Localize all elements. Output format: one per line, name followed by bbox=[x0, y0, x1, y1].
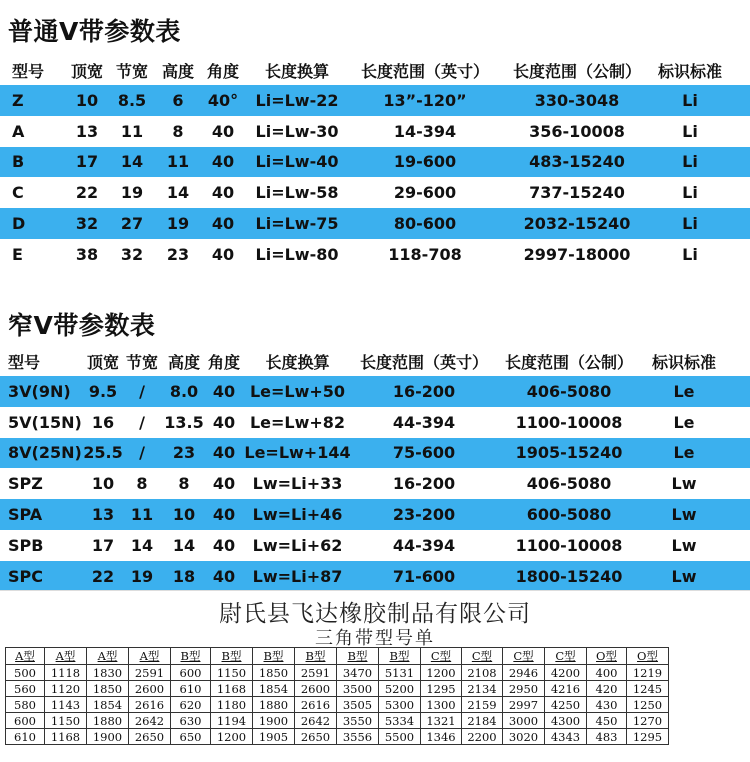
grid-cell: 1295 bbox=[421, 681, 462, 697]
table-cell: 8 bbox=[178, 474, 190, 494]
header-row bbox=[0, 347, 750, 376]
table-cell: 29-600 bbox=[393, 183, 457, 203]
table-cell: 19-600 bbox=[393, 152, 457, 172]
grid-cell: 1120 bbox=[45, 681, 87, 697]
table-cell: 19 bbox=[166, 214, 190, 234]
table-cell: C bbox=[12, 183, 24, 203]
grid-cell: 3505 bbox=[337, 697, 379, 713]
column-header: 节宽 bbox=[115, 62, 148, 81]
table-cell: 40 bbox=[212, 381, 236, 401]
column-header: 型号 bbox=[12, 62, 45, 81]
table-cell: 2032-15240 bbox=[523, 214, 631, 234]
table-cell: 32 bbox=[120, 244, 144, 264]
table-cell: D bbox=[12, 214, 26, 234]
grid-cell: 650 bbox=[171, 729, 211, 745]
table-cell: Lw bbox=[671, 535, 697, 555]
table-cell: 44-394 bbox=[392, 412, 456, 432]
table-cell: 40 bbox=[212, 443, 236, 463]
grid-row bbox=[6, 697, 669, 713]
table-cell: / bbox=[139, 381, 145, 401]
table-cell: Li bbox=[682, 121, 698, 141]
grid-cell: 4343 bbox=[545, 729, 587, 745]
table-cell: Le bbox=[673, 381, 695, 401]
grid-cell: 2159 bbox=[462, 697, 503, 713]
grid-cell: 500 bbox=[6, 665, 45, 681]
catalog-subtitle: 三角带型号单 bbox=[315, 628, 435, 649]
grid-cell: 3550 bbox=[337, 713, 379, 729]
table-cell: 8.5 bbox=[117, 90, 147, 110]
table-row bbox=[0, 376, 750, 407]
grid-header: O型 bbox=[587, 648, 627, 665]
column-header: 顶宽 bbox=[86, 353, 119, 372]
grid-cell: 3556 bbox=[337, 729, 379, 745]
table-cell: 10 bbox=[172, 505, 196, 525]
table-row bbox=[0, 177, 750, 208]
table-cell: Lw=Li+62 bbox=[252, 535, 343, 555]
normal-vbelt-table bbox=[0, 56, 750, 270]
table-cell: Lw bbox=[671, 505, 697, 525]
table-cell: Lw=Li+46 bbox=[252, 505, 343, 525]
table-cell: 1100-10008 bbox=[515, 412, 623, 432]
grid-cell: 1880 bbox=[253, 697, 295, 713]
table-cell: Li bbox=[682, 90, 698, 110]
column-header: 高度 bbox=[161, 62, 194, 81]
grid-cell: 2642 bbox=[129, 713, 171, 729]
column-header: 标识标准 bbox=[651, 353, 716, 372]
grid-cell: 1245 bbox=[627, 681, 669, 697]
table-cell: 40 bbox=[211, 183, 235, 203]
grid-cell: 1194 bbox=[211, 713, 253, 729]
grid-cell: 1200 bbox=[421, 665, 462, 681]
column-header: 节宽 bbox=[125, 353, 158, 372]
table-cell: 18 bbox=[172, 566, 196, 586]
table-cell: 1905-15240 bbox=[515, 443, 623, 463]
column-header: 型号 bbox=[8, 353, 41, 372]
grid-header: B型 bbox=[295, 648, 337, 665]
grid-cell: 1168 bbox=[211, 681, 253, 697]
table-cell: Li=Lw-58 bbox=[255, 183, 339, 203]
grid-cell: 1854 bbox=[87, 697, 129, 713]
table-cell: 17 bbox=[91, 535, 115, 555]
grid-cell: 580 bbox=[6, 697, 45, 713]
grid-cell: 1900 bbox=[87, 729, 129, 745]
grid-cell: 5334 bbox=[379, 713, 421, 729]
grid-cell: 420 bbox=[587, 681, 627, 697]
table-cell: Li bbox=[682, 244, 698, 264]
table-cell: A bbox=[12, 121, 25, 141]
grid-cell: 430 bbox=[587, 697, 627, 713]
table-cell: 737-15240 bbox=[529, 183, 625, 203]
grid-cell: 1150 bbox=[211, 665, 253, 681]
grid-cell: 2997 bbox=[503, 697, 545, 713]
table-cell: 23 bbox=[166, 244, 190, 264]
table-cell: SPB bbox=[8, 535, 44, 555]
table-cell: 40 bbox=[211, 244, 235, 264]
table-cell: 118-708 bbox=[388, 244, 462, 264]
grid-cell: 1321 bbox=[421, 713, 462, 729]
grid-cell: 1250 bbox=[627, 697, 669, 713]
grid-cell: 5300 bbox=[379, 697, 421, 713]
table-row bbox=[0, 208, 750, 239]
column-header: 角度 bbox=[206, 62, 239, 81]
table-cell: Li bbox=[682, 214, 698, 234]
grid-cell: 1168 bbox=[45, 729, 87, 745]
table-cell: 14 bbox=[172, 535, 196, 555]
table-cell: Le=Lw+82 bbox=[249, 412, 346, 432]
table-cell: 40 bbox=[211, 121, 235, 141]
table-cell: 71-600 bbox=[392, 566, 456, 586]
table-cell: Li=Lw-30 bbox=[255, 121, 339, 141]
grid-cell: 1295 bbox=[627, 729, 669, 745]
table-cell: 600-5080 bbox=[526, 505, 612, 525]
table-cell: 406-5080 bbox=[526, 381, 612, 401]
grid-cell: 600 bbox=[171, 665, 211, 681]
table-cell: 32 bbox=[75, 214, 99, 234]
grid-header-row bbox=[6, 648, 669, 665]
grid-cell: 1219 bbox=[627, 665, 669, 681]
grid-cell: 2200 bbox=[462, 729, 503, 745]
grid-cell: 630 bbox=[171, 713, 211, 729]
table-cell: 25.5 bbox=[83, 443, 123, 463]
grid-cell: 400 bbox=[587, 665, 627, 681]
table-cell: 1800-15240 bbox=[515, 566, 623, 586]
table-cell: 22 bbox=[91, 566, 115, 586]
table-cell: Li=Lw-40 bbox=[255, 152, 339, 172]
narrow-table-title: 窄V带参数表 bbox=[8, 311, 156, 340]
grid-row bbox=[6, 729, 669, 745]
table-cell: Li bbox=[682, 152, 698, 172]
table-cell: 40 bbox=[212, 412, 236, 432]
grid-cell: 1300 bbox=[421, 697, 462, 713]
grid-header: C型 bbox=[545, 648, 587, 665]
table-cell: 13 bbox=[91, 505, 115, 525]
grid-cell: 3500 bbox=[337, 681, 379, 697]
table-cell: Le=Lw+50 bbox=[249, 381, 346, 401]
table-cell: 40 bbox=[212, 474, 236, 494]
grid-header: B型 bbox=[379, 648, 421, 665]
table-cell: 2997-18000 bbox=[523, 244, 631, 264]
table-cell: 23-200 bbox=[392, 505, 456, 525]
column-header: 长度范围（公制） bbox=[504, 353, 633, 372]
grid-cell: 2184 bbox=[462, 713, 503, 729]
grid-header: B型 bbox=[337, 648, 379, 665]
grid-header: C型 bbox=[462, 648, 503, 665]
narrow-vbelt-table bbox=[0, 347, 750, 592]
table-cell: / bbox=[139, 412, 145, 432]
grid-cell: 4200 bbox=[545, 665, 587, 681]
grid-cell: 3000 bbox=[503, 713, 545, 729]
column-header: 长度范围（英寸） bbox=[359, 353, 488, 372]
table-cell: 8 bbox=[172, 121, 184, 141]
grid-cell: 5500 bbox=[379, 729, 421, 745]
table-cell: 9.5 bbox=[88, 381, 118, 401]
table-cell: 19 bbox=[130, 566, 154, 586]
table-cell: Li=Lw-75 bbox=[255, 214, 339, 234]
grid-cell: 5200 bbox=[379, 681, 421, 697]
table-cell: 5V(15N) bbox=[8, 412, 82, 432]
grid-row bbox=[6, 713, 669, 729]
grid-cell: 2108 bbox=[462, 665, 503, 681]
table-cell: Z bbox=[12, 90, 24, 110]
grid-header: A型 bbox=[45, 648, 87, 665]
grid-cell: 2650 bbox=[129, 729, 171, 745]
grid-cell: 1854 bbox=[253, 681, 295, 697]
grid-header: O型 bbox=[627, 648, 669, 665]
grid-cell: 4300 bbox=[545, 713, 587, 729]
table-cell: Li=Lw-22 bbox=[255, 90, 339, 110]
table-cell: Li=Lw-80 bbox=[255, 244, 339, 264]
table-cell: / bbox=[139, 443, 145, 463]
grid-cell: 1850 bbox=[87, 681, 129, 697]
table-row bbox=[0, 530, 750, 561]
table-cell: E bbox=[12, 244, 23, 264]
table-cell: 13.5 bbox=[164, 412, 204, 432]
grid-cell: 3470 bbox=[337, 665, 379, 681]
table-cell: 40 bbox=[212, 566, 236, 586]
table-cell: 11 bbox=[130, 505, 154, 525]
grid-cell: 5131 bbox=[379, 665, 421, 681]
grid-cell: 1270 bbox=[627, 713, 669, 729]
table-cell: 22 bbox=[75, 183, 99, 203]
table-row bbox=[0, 116, 750, 147]
grid-cell: 2946 bbox=[503, 665, 545, 681]
table-cell: Lw=Li+33 bbox=[252, 474, 343, 494]
table-cell: 23 bbox=[172, 443, 196, 463]
table-cell: 16 bbox=[91, 412, 115, 432]
table-cell: 483-15240 bbox=[529, 152, 625, 172]
grid-cell: 2642 bbox=[295, 713, 337, 729]
table-cell: 8V(25N) bbox=[8, 443, 82, 463]
grid-header: A型 bbox=[87, 648, 129, 665]
grid-cell: 1346 bbox=[421, 729, 462, 745]
table-cell: 75-600 bbox=[392, 443, 456, 463]
grid-header: B型 bbox=[211, 648, 253, 665]
table-cell: B bbox=[12, 152, 25, 172]
header-row bbox=[0, 56, 750, 85]
grid-cell: 560 bbox=[6, 681, 45, 697]
table-cell: 14 bbox=[166, 183, 190, 203]
grid-cell: 2950 bbox=[503, 681, 545, 697]
grid-cell: 2600 bbox=[295, 681, 337, 697]
table-cell: Le bbox=[673, 443, 695, 463]
table-cell: Le bbox=[673, 412, 695, 432]
column-header: 高度 bbox=[167, 353, 200, 372]
grid-cell: 1905 bbox=[253, 729, 295, 745]
table-row bbox=[0, 407, 750, 438]
table-cell: Lw=Li+87 bbox=[252, 566, 343, 586]
grid-cell: 1200 bbox=[211, 729, 253, 745]
grid-row bbox=[6, 681, 669, 697]
grid-cell: 450 bbox=[587, 713, 627, 729]
catalog-sheet bbox=[0, 590, 750, 762]
table-cell: 38 bbox=[75, 244, 99, 264]
grid-cell: 2650 bbox=[295, 729, 337, 745]
table-cell: 330-3048 bbox=[534, 90, 620, 110]
table-row bbox=[0, 438, 750, 469]
table-row bbox=[0, 239, 750, 270]
table-cell: 13”-120” bbox=[383, 90, 467, 110]
grid-header: A型 bbox=[6, 648, 45, 665]
table-cell: 10 bbox=[91, 474, 115, 494]
grid-cell: 3020 bbox=[503, 729, 545, 745]
table-cell: 11 bbox=[166, 152, 190, 172]
grid-header: A型 bbox=[129, 648, 171, 665]
table-cell: 1100-10008 bbox=[515, 535, 623, 555]
table-row bbox=[0, 468, 750, 499]
grid-header: B型 bbox=[253, 648, 295, 665]
table-cell: 40 bbox=[212, 505, 236, 525]
grid-cell: 1880 bbox=[87, 713, 129, 729]
grid-cell: 4250 bbox=[545, 697, 587, 713]
grid-cell: 2616 bbox=[129, 697, 171, 713]
table-cell: 14 bbox=[130, 535, 154, 555]
table-cell: 406-5080 bbox=[526, 474, 612, 494]
grid-cell: 1118 bbox=[45, 665, 87, 681]
grid-cell: 2134 bbox=[462, 681, 503, 697]
grid-cell: 1180 bbox=[211, 697, 253, 713]
column-header: 长度换算 bbox=[264, 62, 329, 81]
table-cell: 27 bbox=[120, 214, 144, 234]
normal-table-title: 普通V带参数表 bbox=[8, 17, 181, 46]
belt-model-grid bbox=[5, 647, 669, 745]
column-header: 顶宽 bbox=[70, 62, 103, 81]
grid-cell: 610 bbox=[6, 729, 45, 745]
grid-cell: 4216 bbox=[545, 681, 587, 697]
grid-header: C型 bbox=[503, 648, 545, 665]
grid-cell: 2600 bbox=[129, 681, 171, 697]
table-cell: 8.0 bbox=[169, 381, 199, 401]
grid-cell: 1143 bbox=[45, 697, 87, 713]
grid-cell: 620 bbox=[171, 697, 211, 713]
grid-cell: 2591 bbox=[129, 665, 171, 681]
table-cell: 14-394 bbox=[393, 121, 457, 141]
table-cell: 40 bbox=[211, 152, 235, 172]
table-cell: 16-200 bbox=[392, 381, 456, 401]
table-row bbox=[0, 499, 750, 530]
column-header: 标识标准 bbox=[657, 62, 722, 81]
table-cell: 10 bbox=[75, 90, 99, 110]
column-header: 长度范围（英寸） bbox=[360, 62, 489, 81]
grid-cell: 1150 bbox=[45, 713, 87, 729]
grid-row bbox=[6, 665, 669, 681]
grid-cell: 2591 bbox=[295, 665, 337, 681]
grid-cell: 2616 bbox=[295, 697, 337, 713]
grid-cell: 610 bbox=[171, 681, 211, 697]
table-cell: SPZ bbox=[8, 474, 43, 494]
table-cell: 80-600 bbox=[393, 214, 457, 234]
table-cell: 40° bbox=[207, 90, 239, 110]
table-cell: Le=Lw+144 bbox=[244, 443, 351, 463]
table-row bbox=[0, 561, 750, 592]
table-cell: 40 bbox=[211, 214, 235, 234]
column-header: 角度 bbox=[207, 353, 240, 372]
table-cell: 14 bbox=[120, 152, 144, 172]
table-cell: SPC bbox=[8, 566, 43, 586]
table-cell: 17 bbox=[75, 152, 99, 172]
table-cell: 6 bbox=[172, 90, 184, 110]
table-cell: 3V(9N) bbox=[8, 381, 71, 401]
table-cell: 13 bbox=[75, 121, 99, 141]
grid-cell: 483 bbox=[587, 729, 627, 745]
table-cell: 19 bbox=[120, 183, 144, 203]
table-cell: 356-10008 bbox=[529, 121, 625, 141]
table-cell: 8 bbox=[136, 474, 148, 494]
column-header: 长度换算 bbox=[265, 353, 330, 372]
table-cell: Li bbox=[682, 183, 698, 203]
company-name: 尉氏县飞达橡胶制品有限公司 bbox=[219, 601, 531, 627]
table-row bbox=[0, 85, 750, 116]
column-header: 长度范围（公制） bbox=[512, 62, 641, 81]
table-cell: 16-200 bbox=[392, 474, 456, 494]
grid-cell: 1830 bbox=[87, 665, 129, 681]
table-cell: 44-394 bbox=[392, 535, 456, 555]
table-row bbox=[0, 147, 750, 178]
grid-header: C型 bbox=[421, 648, 462, 665]
grid-cell: 1850 bbox=[253, 665, 295, 681]
table-cell: Lw bbox=[671, 566, 697, 586]
table-cell: SPA bbox=[8, 505, 43, 525]
grid-cell: 600 bbox=[6, 713, 45, 729]
grid-cell: 1900 bbox=[253, 713, 295, 729]
grid-header: B型 bbox=[171, 648, 211, 665]
table-cell: Lw bbox=[671, 474, 697, 494]
table-cell: 40 bbox=[212, 535, 236, 555]
table-cell: 11 bbox=[120, 121, 144, 141]
